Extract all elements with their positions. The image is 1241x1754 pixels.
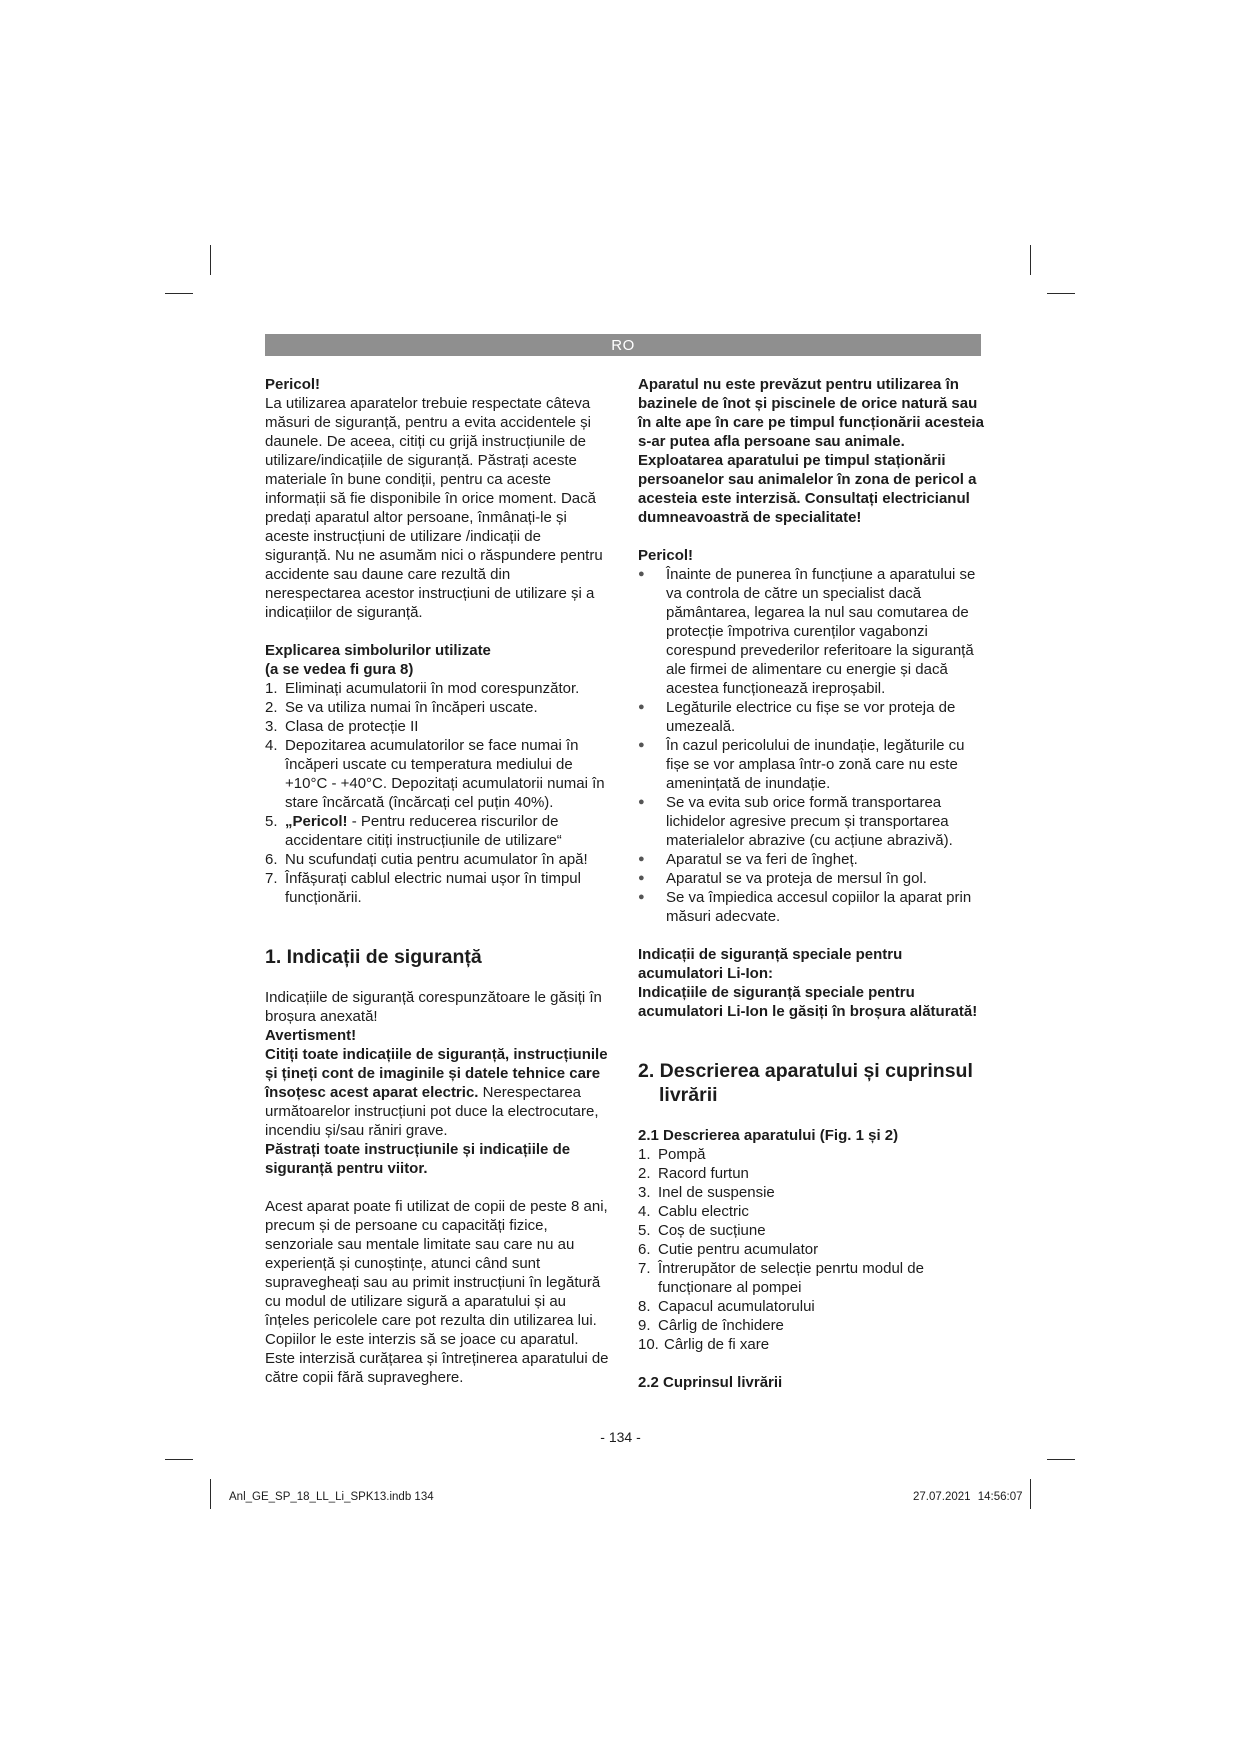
list-item: 4. Cablu electric <box>638 1203 749 1220</box>
danger-heading: Pericol! <box>265 376 321 393</box>
section-2-title: 2. Descrierea aparatului și cuprinsul livrării <box>638 1060 973 1106</box>
list-item: 5. „Pericol! - Pentru reducerea riscurilor de accidentare citiți instrucțiunile de utilizare“ <box>265 813 562 849</box>
list-item: ● Aparatul se va feri de îngheț. <box>638 851 858 868</box>
page-number: - 134 - <box>600 1429 641 1445</box>
liion-text: Indicațiile de siguranță speciale pentru acumulatori Li-Ion le găsiți în broșura alăturată! <box>638 984 978 1020</box>
symbols-heading: Explicarea simbolurilor utilizate <box>265 642 491 659</box>
symbols-subheading: (a se vedea fi gura 8) <box>265 661 414 678</box>
list-item: 7. Înfășurați cablul electric numai ușor în timpul funcționării. <box>265 870 581 906</box>
list-item: 10. Cârlig de fi xare <box>638 1336 770 1353</box>
list-item: ● În cazul pericolului de inundație, legăturile cu fișe se vor amplasa într-o zonă care nu este amenințată de inundație. <box>638 737 965 792</box>
liion-heading: Indicații de siguranță speciale pentru acumulatori Li-Ion: <box>638 946 903 982</box>
section-1-intro: Indicațiile de siguranță corespunzătoare le găsiți în broșura anexată! <box>265 989 602 1025</box>
list-item: 2. Racord furtun <box>638 1165 749 1182</box>
list-item: 5. Coș de sucțiune <box>638 1222 766 1239</box>
list-item: 4. Depozitarea acumulatorilor se face numai în încăperi uscate cu temperatura mediului de +10°C - +40°C. Depozitați acumulatorii numai în stare încărcată (încărcați cel puțin 40%). <box>265 737 605 811</box>
children-paragraph: Acest aparat poate fi utilizat de copii de peste 8 ani, precum și de persoane cu capacități fizice, senzoriale sau mentale limitate sau care nu au experiență și cunoștințe, atunci când sunt supravegheați sau au primit instrucțiuni în legătură cu modul de utilizare sigură a aparatului și au înțeles pericolele care pot rezulta din utilizarea lui. Copiilor le este interzis să se joace cu aparatul. Este interzisă curățarea și întreținerea aparatului de către copii fără supraveghere. <box>265 1198 609 1386</box>
list-item: 7. Întrerupător de selecție penrtu modul de funcționare al pompei <box>638 1260 924 1296</box>
crop-mark <box>165 293 193 294</box>
warning-paragraph: Citiți toate indicațiile de siguranță, instrucțiunile și țineți cont de imaginile și datele tehnice care însoțesc acest aparat electric. Nerespectarea următoarelor instrucțiuni pot duce la electrocutare, incendiu și/sau răniri grave. <box>265 1046 608 1139</box>
list-item: 8. Capacul acumulatorului <box>638 1298 815 1315</box>
subsection-2-2-title: 2.2 Cuprinsul livrării <box>638 1374 783 1391</box>
list-item: 3. Clasa de protecție II <box>265 718 419 735</box>
list-item: ● Înainte de punerea în funcțiune a aparatului se va controla de către un specialist dacă pământarea, legarea la nul sau comutarea de protecție împotriva curenților vagabonzi corespund prevederilor referitoare la siguranță ale firmei de alimentare cu energie și dacă acestea funcționează ireproșabil. <box>638 566 976 697</box>
list-item: 1. Eliminați acumulatorii în mod corespunzător. <box>265 680 580 697</box>
list-item: ● Se va evita sub orice formă transportarea lichidelor agresive precum și transportarea materialelor abrazive (cu acțiune abrazivă). <box>638 794 953 849</box>
list-item: 3. Inel de suspensie <box>638 1184 775 1201</box>
list-item: 1. Pompă <box>638 1146 706 1163</box>
keep-instructions-note: Păstrați toate instrucțiunile și indicațiile de siguranță pentru viitor. <box>265 1141 571 1177</box>
warning-heading: Avertisment! <box>265 1027 357 1044</box>
danger-heading-2: Pericol! <box>638 547 694 564</box>
subsection-2-1-title: 2.1 Descrierea aparatului (Fig. 1 și 2) <box>638 1127 899 1144</box>
right-column <box>638 375 985 1392</box>
list-item: ● Aparatul se va proteja de mersul în gol. <box>638 870 927 887</box>
crop-mark <box>1030 1479 1031 1509</box>
danger-paragraph: La utilizarea aparatelor trebuie respectate câteva măsuri de siguranță, pentru a evita accidentele și daunele. De aceea, citiți cu grijă instrucțiunile de utilizare/indicațiile de siguranță. Păstrați aceste materiale în bune condiții, pentru ca aceste informații să fie disponibile în orice moment. Dacă predați aparatul altor persoane, înmânați-le și aceste instrucțiuni de utilizare /indicații de siguranță. Nu ne asumăm nici o răspundere pentru accidente sau daune care rezultă din nerespectarea acestor instrucțiuni de utilizare și a indicațiilor de siguranță. <box>265 395 603 621</box>
crop-mark <box>210 245 211 275</box>
crop-mark <box>1047 293 1075 294</box>
danger-bullet-list <box>638 565 985 926</box>
list-item: ● Se va împiedica accesul copiilor la aparat prin măsuri adecvate. <box>638 889 972 925</box>
crop-mark <box>210 1479 211 1509</box>
parts-list <box>638 1145 985 1354</box>
language-header-bar <box>265 334 981 356</box>
left-column <box>265 375 610 1387</box>
symbols-list <box>265 679 610 907</box>
crop-mark <box>1047 1459 1075 1460</box>
list-item: 6. Nu scufundați cutia pentru acumulator în apă! <box>265 851 588 868</box>
crop-mark <box>165 1459 193 1460</box>
list-item: ● Legăturile electrice cu fișe se vor proteja de umezeală. <box>638 699 956 735</box>
list-item: 6. Cutie pentru acumulator <box>638 1241 819 1258</box>
section-1-title: 1. Indicații de siguranță <box>265 946 482 968</box>
print-timestamp: 27.07.2021 14:56:07 <box>913 1491 1023 1503</box>
print-file-name: Anl_GE_SP_18_LL_Li_SPK13.indb 134 <box>229 1491 434 1503</box>
list-item: 2. Se va utiliza numai în încăperi uscate. <box>265 699 538 716</box>
language-label: RO <box>611 336 635 354</box>
list-item: 9. Cârlig de închidere <box>638 1317 784 1334</box>
pool-warning: Aparatul nu este prevăzut pentru utilizarea în bazinele de înot și piscinele de orice natură sau în alte ape în care pe timpul funcționării acesteia s-ar putea afla persoane sau animale. Exploatarea aparatului pe timpul staționării persoanelor sau animalelor în zona de pericol a acesteia este interzisă. Consultați electricianul dumneavoastră de specialitate! <box>638 376 984 526</box>
crop-mark <box>1030 245 1031 275</box>
